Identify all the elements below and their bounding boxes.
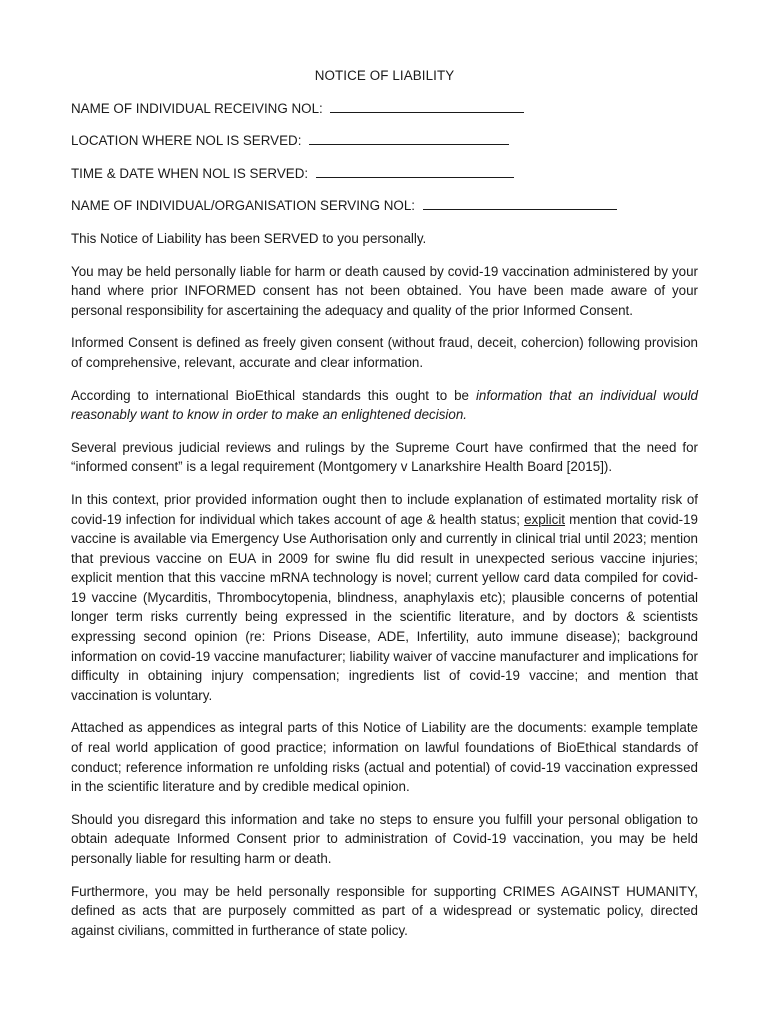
field-time-date-served xyxy=(71,164,698,184)
paragraph-served-notice: This Notice of Liability has been SERVED to you personally. xyxy=(71,230,427,246)
paragraph-text: mention that covid-19 vaccine is available via Emergency Use Authorisation only and currently in clinical trial until 2023; mention that previous vaccine on EUA in 2009 for swine flu did result in unexpected serious vaccine injuries; explicit mention that this vaccine mRNA technology is novel; current yellow card data compiled for covid-19 vaccine (Mycarditis, Thrombocytopenia, blindness, anaphylaxis etc); plausible concerns of potential longer term risks currently being expressed in the scientific literature, and by doctors & scientists expressing second opinion (re: Prions Disease, ADE, Infertility, auto immune disease); background information on covid-19 vaccine manufacturer; liability waiver of vaccine manufacturer and implications for difficulty in obtaining injury compensation; ingredients list of covid-19 vaccine; and mention that vaccination is voluntary. xyxy=(71,511,699,703)
field-individual-receiving xyxy=(71,99,698,119)
paragraph-appendices: Attached as appendices as integral parts of this Notice of Liability are the documents: example template of real world application of good practice; information on lawful foundations of BioEthical standards of conduct; reference information re unfolding risks (actual and potential) of covid-19 vaccination expressed in the scientific literature and by credible medical opinion. xyxy=(71,720,698,795)
paragraph-text: In this context, prior provided information ought then to include explanation of estimated mortality risk of covid-19 infection for individual which takes account of age & health status; xyxy=(71,491,698,527)
paragraph-judicial-reviews: Several previous judicial reviews and rulings by the Supreme Court have confirmed that the need for “informed consent” is a legal requirement (Montgomery v Lanarkshire Health Board [2015]). xyxy=(71,439,698,475)
field-organisation-serving xyxy=(71,196,698,216)
field-label: LOCATION WHERE NOL IS SERVED: xyxy=(71,133,302,149)
field-blank-line xyxy=(316,165,514,178)
paragraph-informed-consent-definition: Informed Consent is defined as freely given consent (without fraud, deceit, cohercion) following provision of comprehensive, relevant, accurate and clear information. xyxy=(71,335,698,370)
field-blank-line xyxy=(309,132,509,145)
field-label: NAME OF INDIVIDUAL/ORGANISATION SERVING NOL: xyxy=(71,198,415,214)
document-title: NOTICE OF LIABILITY xyxy=(314,68,455,83)
paragraph-crimes-against-humanity: Furthermore, you may be held personally responsible for supporting CRIMES AGAINST HUMANITY, defined as acts that are purposely committed as part of a widespread or systematic policy, directed against civilians, committed in furtherance of state policy. xyxy=(71,883,698,938)
underlined-word: explicit xyxy=(524,511,566,527)
field-blank-line xyxy=(330,100,524,113)
field-location-served xyxy=(71,131,698,151)
paragraph-required-information xyxy=(71,490,698,706)
paragraph-bioethical-standards xyxy=(71,386,698,425)
paragraph-disregard-warning: Should you disregard this information and take no steps to ensure you fulfill your personal obligation to obtain adequate Informed Consent prior to administration of Covid-19 vaccination, you may be held personally liable for resulting harm or death. xyxy=(71,811,698,866)
italic-quote: information that an individual would reasonably want to know in order to make an enlightened decision. xyxy=(71,387,699,423)
field-blank-line xyxy=(423,197,617,210)
paragraph-personal-liability: You may be held personally liable for harm or death caused by covid-19 vaccination administered by your hand where prior INFORMED consent has not been obtained. You have been made aware of your personal responsibility for ascertaining the adequacy and quality of the prior Informed Consent. xyxy=(71,263,698,318)
document-page xyxy=(71,66,698,953)
paragraph-text: According to international BioEthical standards this ought to be xyxy=(71,387,476,403)
field-label: TIME & DATE WHEN NOL IS SERVED: xyxy=(71,165,309,181)
field-label: NAME OF INDIVIDUAL RECEIVING NOL: xyxy=(71,100,323,116)
